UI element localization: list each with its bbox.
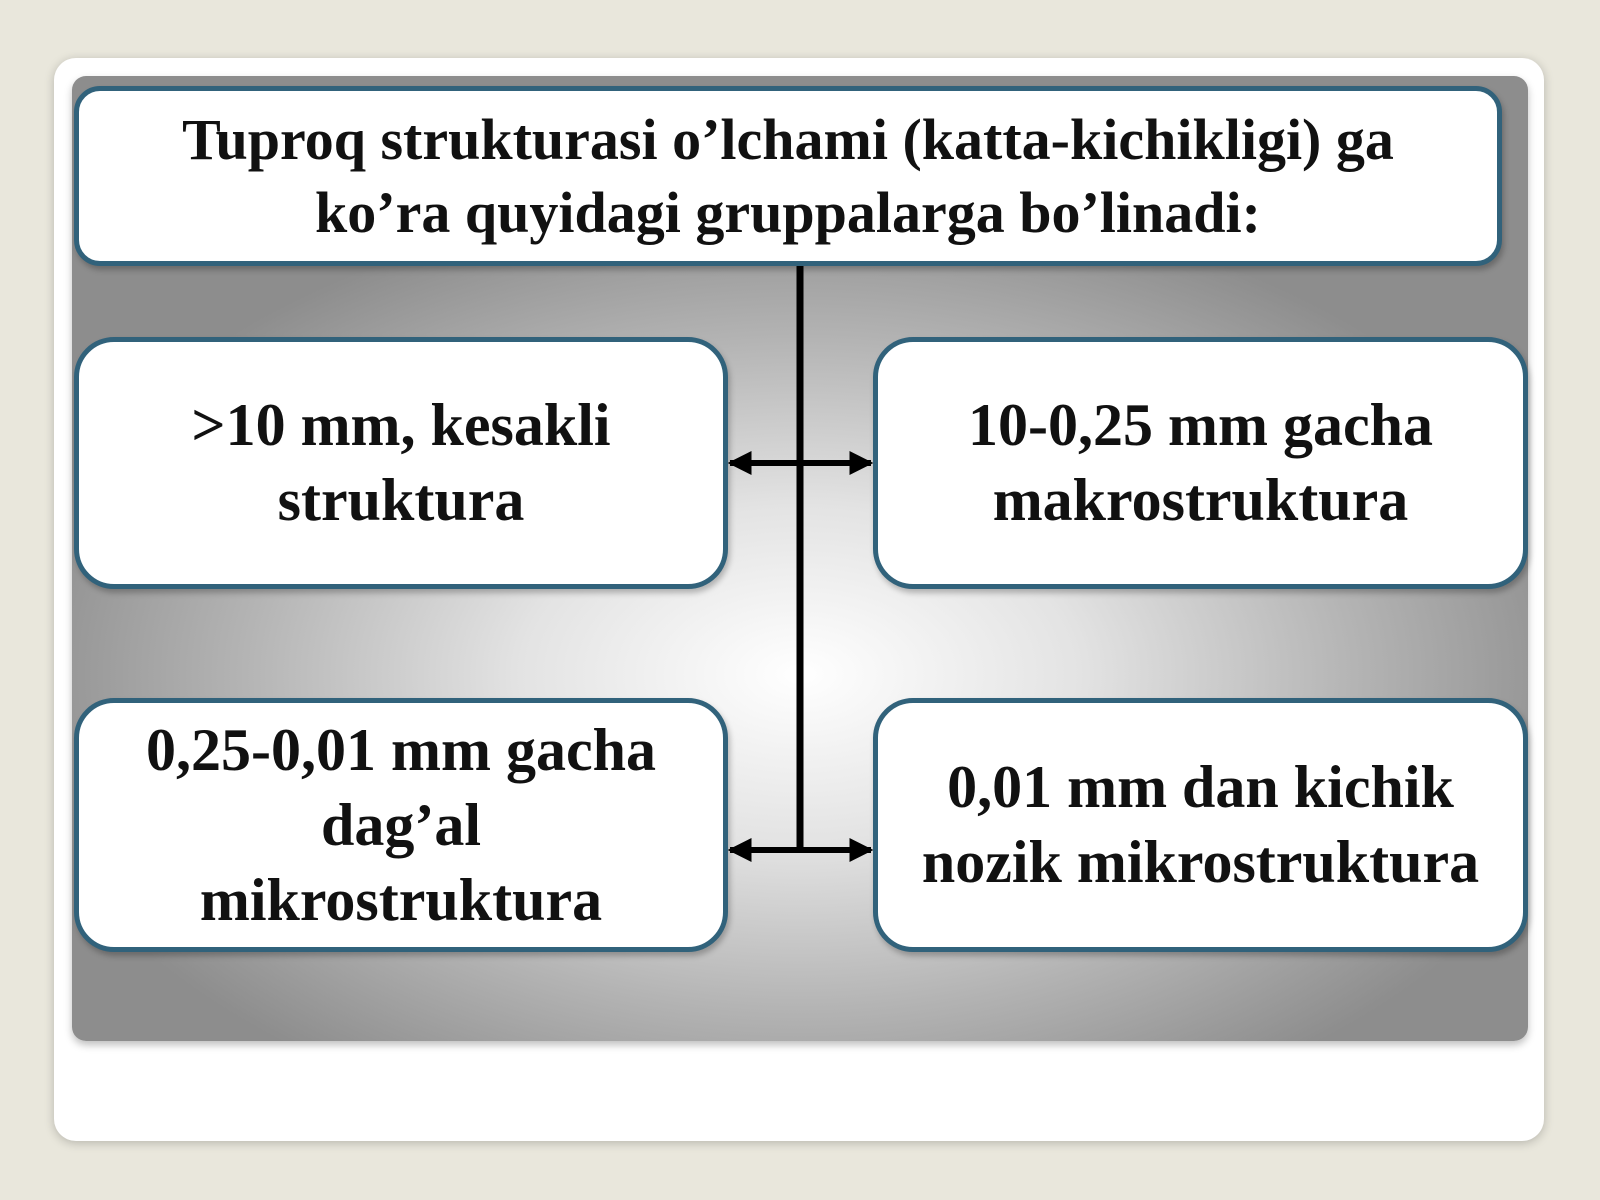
group-box-dagal-mikrostruktura [74,698,728,952]
title-text: Tuproq strukturasi o’lchami (katta-kichikligi) ga ko’ra quyidagi gruppalarga bo’linadi: [182,107,1394,245]
group-box-kesakli [74,337,728,589]
group-label-makrostruktura: 10-0,25 mm gacha makrostruktura [968,392,1433,533]
group-label-dagal-mikrostruktura: 0,25-0,01 mm gacha dag’al mikrostruktura [146,716,656,933]
group-label-kesakli: >10 mm, kesakli struktura [191,392,611,533]
title-box [74,86,1502,266]
group-box-makrostruktura [873,337,1528,589]
group-label-nozik-mikrostruktura: 0,01 mm dan kichik nozik mikrostruktura [921,754,1480,895]
group-box-nozik-mikrostruktura [873,698,1528,952]
